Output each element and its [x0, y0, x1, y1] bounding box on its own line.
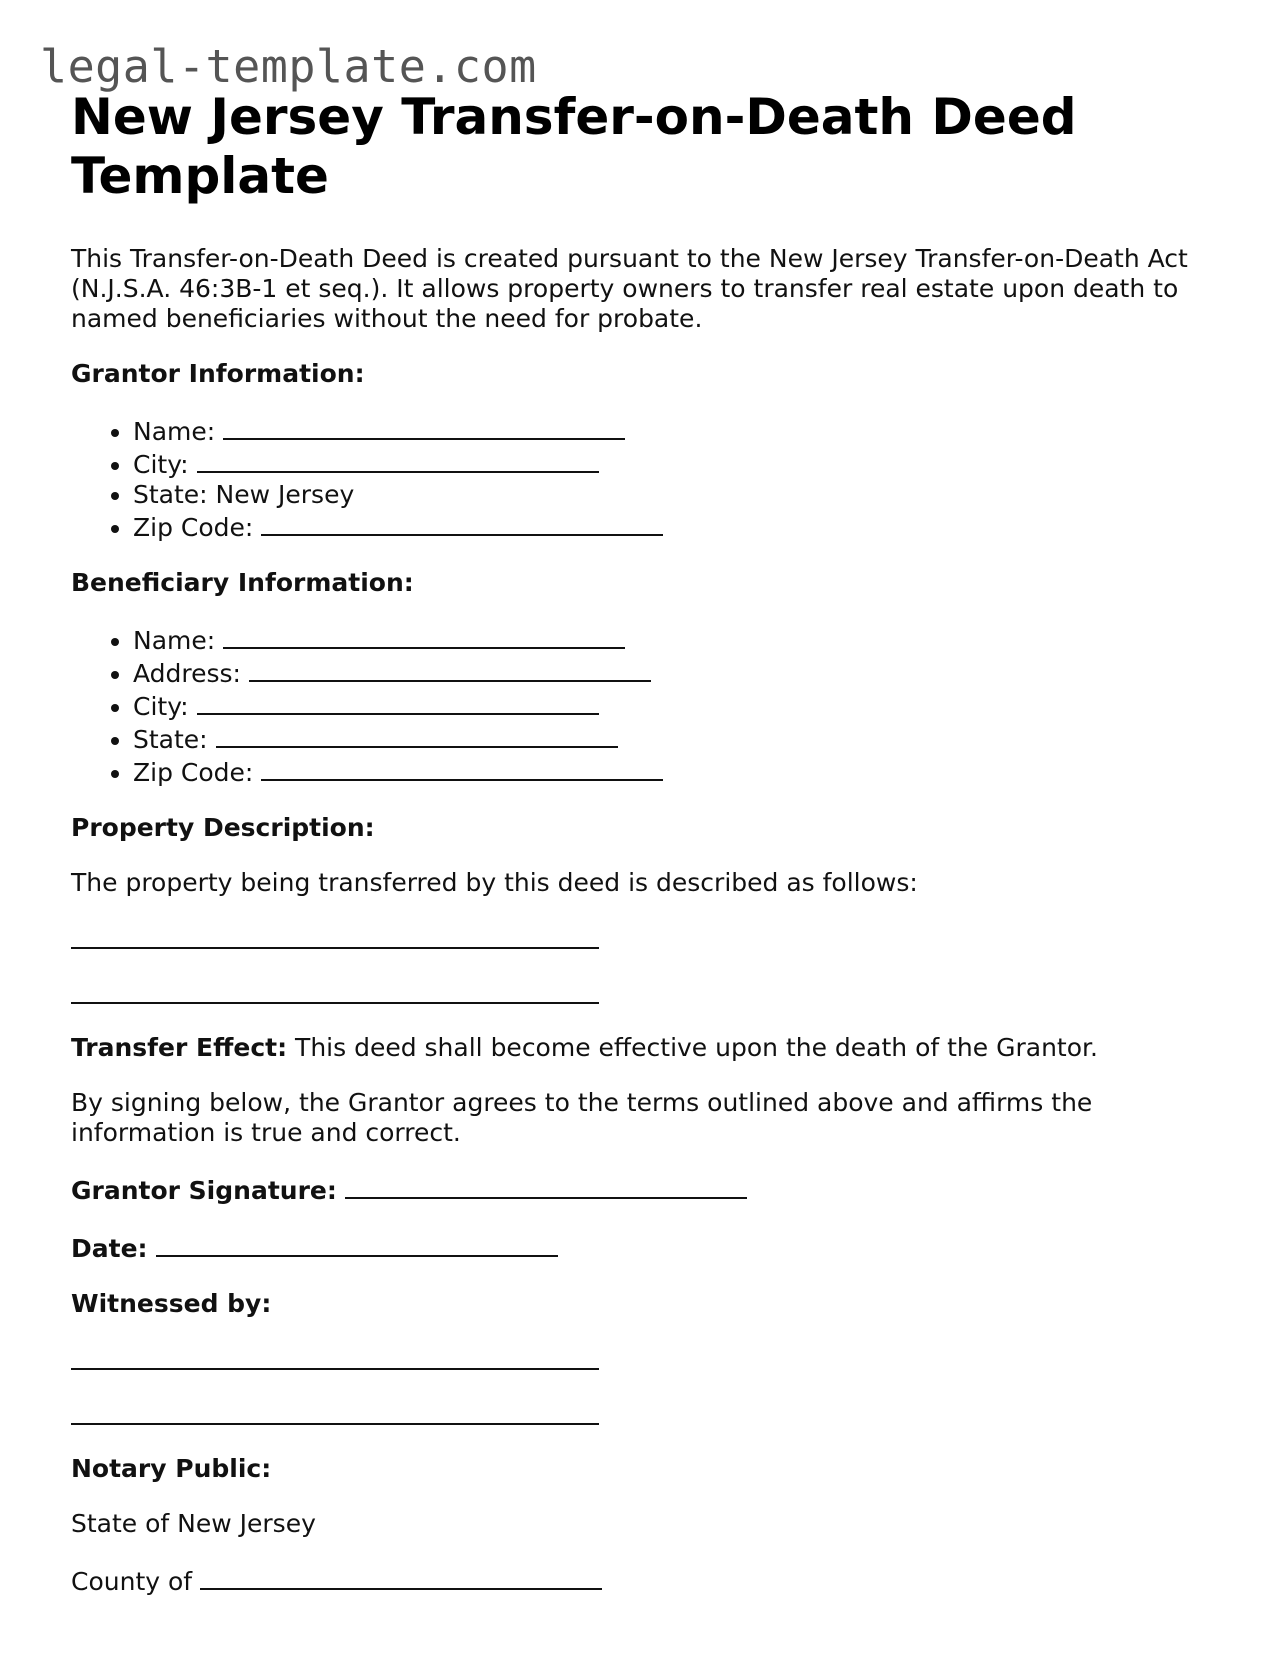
grantor-heading: Grantor Information: [71, 359, 365, 388]
list-item [133, 623, 1211, 656]
beneficiary-state-label: State: [133, 725, 208, 754]
notary-county-label: County of [71, 1567, 193, 1596]
list-item [133, 689, 1211, 722]
property-blank-line-1[interactable] [71, 923, 1211, 953]
watermark-logo: legal-template.com [40, 40, 537, 93]
list-item [133, 656, 1211, 689]
list-item [133, 447, 1211, 480]
grantor-name-blank[interactable] [223, 414, 625, 440]
beneficiary-address-label: Address: [133, 659, 241, 688]
beneficiary-city-blank[interactable] [197, 689, 599, 715]
transfer-effect-text: This deed shall become effective upon the death of the Grantor. [287, 1033, 1098, 1062]
notary-county-blank[interactable] [200, 1564, 602, 1590]
grantor-state-text: State: New Jersey [133, 480, 355, 509]
grantor-name-label: Name: [133, 417, 216, 446]
document-body [71, 88, 1211, 1622]
grantor-list [71, 414, 1211, 543]
witness-blank-line-2[interactable] [71, 1399, 1211, 1429]
grantor-city-blank[interactable] [197, 447, 599, 473]
beneficiary-heading: Beneficiary Information: [71, 568, 414, 597]
property-blank-line-2[interactable] [71, 978, 1211, 1008]
date-label: Date: [71, 1234, 148, 1263]
notary-state-text: State of New Jersey [71, 1509, 316, 1538]
beneficiary-name-label: Name: [133, 626, 216, 655]
notary-county-line [71, 1564, 1211, 1597]
list-item [133, 414, 1211, 447]
witness-blank-line-1[interactable] [71, 1344, 1211, 1374]
grantor-zip-blank[interactable] [261, 510, 663, 536]
beneficiary-city-label: City: [133, 692, 189, 721]
grantor-zip-label: Zip Code: [133, 513, 254, 542]
witness-heading: Witnessed by: [71, 1289, 272, 1318]
beneficiary-address-blank[interactable] [249, 656, 651, 682]
beneficiary-state-blank[interactable] [216, 722, 618, 748]
list-item [133, 755, 1211, 788]
page-title: New Jersey Transfer-on-Death Deed Template [71, 88, 1077, 205]
list-item [133, 480, 1211, 510]
affirmation-text: By signing below, the Grantor agrees to the terms outlined above and affirms the information is true and correct. [71, 1088, 1093, 1147]
beneficiary-zip-blank[interactable] [261, 755, 663, 781]
property-heading: Property Description: [71, 813, 375, 842]
beneficiary-name-blank[interactable] [223, 623, 625, 649]
list-item [133, 510, 1211, 543]
intro-paragraph: This Transfer-on-Death Deed is created pursuant to the New Jersey Transfer-on-Death Act (N.J.S.A. 46:3B-1 et seq.). It allows property owners to transfer real estate upon death to named beneficiaries without the need for probate. [71, 244, 1188, 333]
date-line [71, 1231, 1211, 1264]
beneficiary-zip-label: Zip Code: [133, 758, 254, 787]
notary-heading: Notary Public: [71, 1454, 272, 1483]
transfer-effect [71, 1033, 1211, 1063]
grantor-signature-line [71, 1173, 1211, 1206]
transfer-effect-label: Transfer Effect: [71, 1033, 288, 1062]
property-text: The property being transferred by this deed is described as follows: [71, 868, 918, 897]
grantor-signature-label: Grantor Signature: [71, 1176, 337, 1205]
list-item [133, 722, 1211, 755]
date-blank[interactable] [156, 1231, 558, 1257]
beneficiary-list [71, 623, 1211, 788]
grantor-city-label: City: [133, 450, 189, 479]
grantor-signature-blank[interactable] [345, 1173, 747, 1199]
